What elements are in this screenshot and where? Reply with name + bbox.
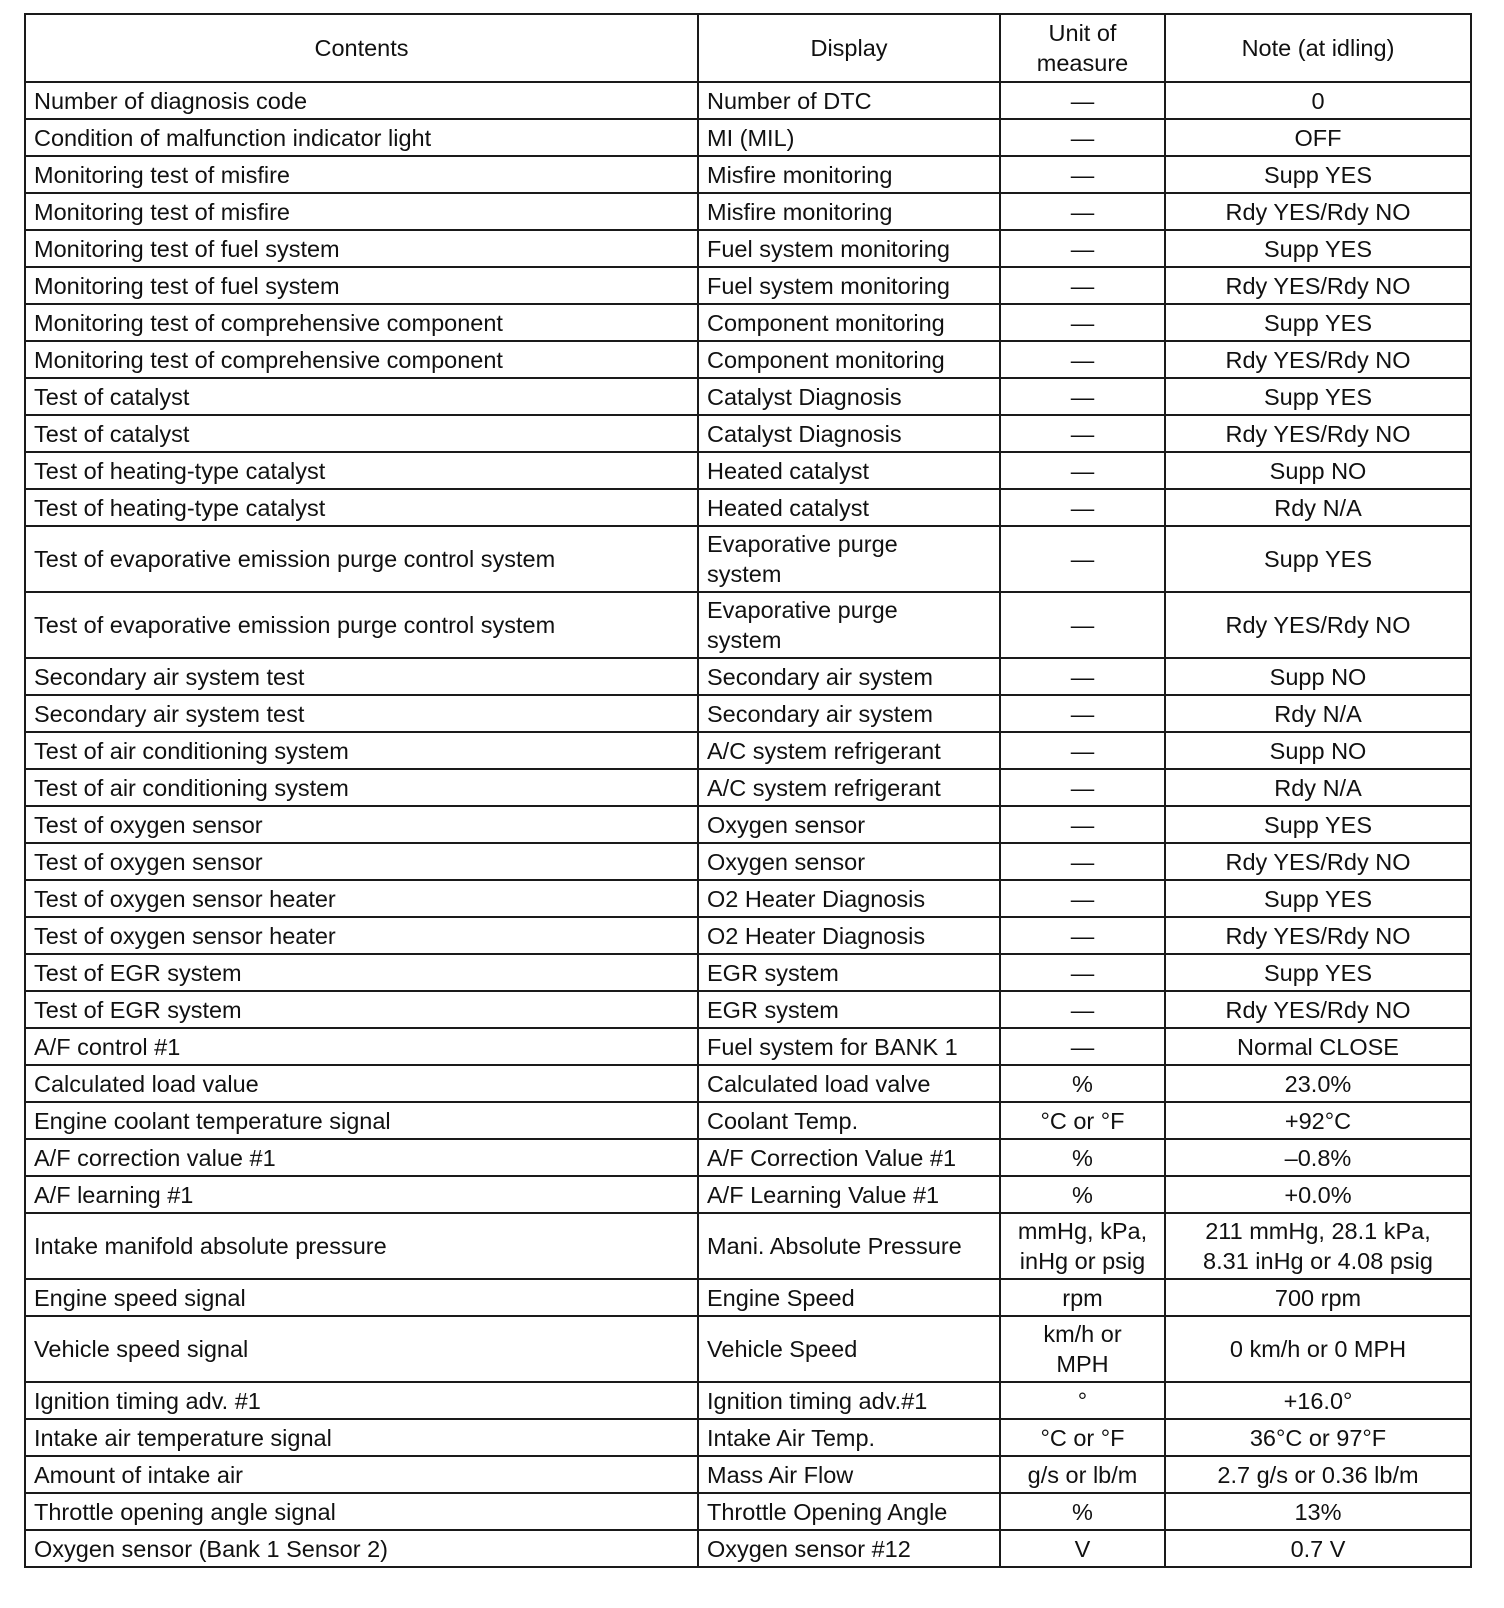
cell-display: Catalyst Diagnosis — [698, 415, 1000, 452]
cell-unit: — — [1000, 991, 1165, 1028]
cell-note: –0.8% — [1165, 1139, 1471, 1176]
cell-contents: Throttle opening angle signal — [25, 1493, 698, 1530]
table-row — [25, 1382, 1471, 1419]
cell-note: Supp YES — [1165, 880, 1471, 917]
table-row — [25, 1213, 1471, 1279]
cell-note: Rdy YES/Rdy NO — [1165, 193, 1471, 230]
header-unit-text: Unit of measure — [1036, 20, 1129, 76]
cell-contents: Test of evaporative emission purge control system — [25, 592, 698, 658]
table-row — [25, 695, 1471, 732]
cell-contents: Secondary air system test — [25, 658, 698, 695]
table-row — [25, 991, 1471, 1028]
table-row — [25, 526, 1471, 592]
cell-display: Secondary air system — [698, 695, 1000, 732]
cell-contents: Secondary air system test — [25, 695, 698, 732]
cell-note: Rdy YES/Rdy NO — [1165, 267, 1471, 304]
cell-display: Fuel system for BANK 1 — [698, 1028, 1000, 1065]
cell-display: A/C system refrigerant — [698, 732, 1000, 769]
table-row — [25, 917, 1471, 954]
cell-unit: — — [1000, 452, 1165, 489]
cell-display: Secondary air system — [698, 658, 1000, 695]
cell-display: Mani. Absolute Pressure — [698, 1213, 1000, 1279]
table-row — [25, 489, 1471, 526]
cell-note: Supp YES — [1165, 304, 1471, 341]
cell-display: A/C system refrigerant — [698, 769, 1000, 806]
cell-unit: ° — [1000, 1382, 1165, 1419]
diagnosis-data-table — [24, 13, 1472, 1568]
table-row — [25, 415, 1471, 452]
cell-note: Supp NO — [1165, 658, 1471, 695]
cell-display: Number of DTC — [698, 82, 1000, 119]
cell-display: Fuel system monitoring — [698, 230, 1000, 267]
cell-contents: Test of air conditioning system — [25, 769, 698, 806]
cell-display: Evaporative purge system — [698, 592, 1000, 658]
cell-unit: °C or °F — [1000, 1102, 1165, 1139]
table-row — [25, 156, 1471, 193]
cell-note: Supp YES — [1165, 156, 1471, 193]
cell-display: EGR system — [698, 954, 1000, 991]
cell-contents: Monitoring test of fuel system — [25, 230, 698, 267]
cell-contents: Oxygen sensor (Bank 1 Sensor 2) — [25, 1530, 698, 1567]
cell-note: Rdy YES/Rdy NO — [1165, 341, 1471, 378]
cell-contents: Calculated load value — [25, 1065, 698, 1102]
cell-note: Rdy YES/Rdy NO — [1165, 592, 1471, 658]
table-row — [25, 304, 1471, 341]
cell-display: Intake Air Temp. — [698, 1419, 1000, 1456]
cell-display: Misfire monitoring — [698, 193, 1000, 230]
cell-display: Heated catalyst — [698, 489, 1000, 526]
cell-unit: — — [1000, 82, 1165, 119]
cell-contents: Test of oxygen sensor — [25, 843, 698, 880]
table-row — [25, 1065, 1471, 1102]
cell-unit: — — [1000, 193, 1165, 230]
table-row — [25, 1419, 1471, 1456]
cell-unit: °C or °F — [1000, 1419, 1165, 1456]
table-row — [25, 452, 1471, 489]
table-row — [25, 1279, 1471, 1316]
cell-note: Rdy YES/Rdy NO — [1165, 843, 1471, 880]
table-row — [25, 267, 1471, 304]
cell-display: Component monitoring — [698, 341, 1000, 378]
cell-contents: Intake air temperature signal — [25, 1419, 698, 1456]
cell-contents: Test of oxygen sensor — [25, 806, 698, 843]
cell-contents: Engine coolant temperature signal — [25, 1102, 698, 1139]
table-row — [25, 119, 1471, 156]
table-row — [25, 806, 1471, 843]
table-row — [25, 1530, 1471, 1567]
cell-note: Supp YES — [1165, 230, 1471, 267]
cell-unit: — — [1000, 1028, 1165, 1065]
cell-display: Coolant Temp. — [698, 1102, 1000, 1139]
cell-unit: — — [1000, 695, 1165, 732]
header-unit — [1000, 14, 1165, 82]
cell-unit: — — [1000, 769, 1165, 806]
cell-unit: — — [1000, 592, 1165, 658]
cell-unit: — — [1000, 415, 1165, 452]
cell-contents: Amount of intake air — [25, 1456, 698, 1493]
cell-display: Catalyst Diagnosis — [698, 378, 1000, 415]
cell-note: Rdy YES/Rdy NO — [1165, 917, 1471, 954]
table-row — [25, 880, 1471, 917]
cell-unit: % — [1000, 1065, 1165, 1102]
cell-unit: % — [1000, 1139, 1165, 1176]
cell-contents: Condition of malfunction indicator light — [25, 119, 698, 156]
cell-unit: — — [1000, 880, 1165, 917]
cell-display: Misfire monitoring — [698, 156, 1000, 193]
cell-contents: Engine speed signal — [25, 1279, 698, 1316]
cell-contents: A/F control #1 — [25, 1028, 698, 1065]
cell-note: 2.7 g/s or 0.36 lb/m — [1165, 1456, 1471, 1493]
cell-unit: % — [1000, 1493, 1165, 1530]
cell-display: Heated catalyst — [698, 452, 1000, 489]
cell-unit: — — [1000, 378, 1165, 415]
cell-unit: — — [1000, 341, 1165, 378]
table-row — [25, 193, 1471, 230]
cell-display: O2 Heater Diagnosis — [698, 880, 1000, 917]
table-row — [25, 658, 1471, 695]
cell-note: 0 km/h or 0 MPH — [1165, 1316, 1471, 1382]
cell-display: Evaporative purge system — [698, 526, 1000, 592]
table-row — [25, 843, 1471, 880]
table-row — [25, 1316, 1471, 1382]
cell-note: 700 rpm — [1165, 1279, 1471, 1316]
cell-unit: — — [1000, 917, 1165, 954]
table-body — [25, 82, 1471, 1567]
table-row — [25, 1493, 1471, 1530]
table-row — [25, 592, 1471, 658]
table-row — [25, 1456, 1471, 1493]
cell-note: Normal CLOSE — [1165, 1028, 1471, 1065]
table-row — [25, 954, 1471, 991]
cell-note: Supp YES — [1165, 378, 1471, 415]
cell-unit: — — [1000, 954, 1165, 991]
cell-contents: A/F correction value #1 — [25, 1139, 698, 1176]
cell-contents: Monitoring test of misfire — [25, 193, 698, 230]
cell-unit: — — [1000, 843, 1165, 880]
cell-display: Ignition timing adv.#1 — [698, 1382, 1000, 1419]
table-row — [25, 769, 1471, 806]
cell-unit: — — [1000, 489, 1165, 526]
table-row — [25, 732, 1471, 769]
cell-unit: mmHg, kPa, inHg or psig — [1000, 1213, 1165, 1279]
cell-contents: Test of oxygen sensor heater — [25, 917, 698, 954]
cell-contents: Test of EGR system — [25, 991, 698, 1028]
cell-unit: — — [1000, 230, 1165, 267]
header-display: Display — [698, 14, 1000, 82]
cell-note: +0.0% — [1165, 1176, 1471, 1213]
cell-display: O2 Heater Diagnosis — [698, 917, 1000, 954]
cell-note: Rdy N/A — [1165, 769, 1471, 806]
cell-display: Mass Air Flow — [698, 1456, 1000, 1493]
cell-unit: % — [1000, 1176, 1165, 1213]
cell-note: Supp NO — [1165, 732, 1471, 769]
cell-note: Supp NO — [1165, 452, 1471, 489]
table-header-row — [25, 14, 1471, 82]
cell-contents: Test of catalyst — [25, 415, 698, 452]
header-contents: Contents — [25, 14, 698, 82]
table-row — [25, 1176, 1471, 1213]
cell-contents: Test of heating-type catalyst — [25, 452, 698, 489]
cell-display: Oxygen sensor #12 — [698, 1530, 1000, 1567]
cell-contents: Monitoring test of comprehensive component — [25, 304, 698, 341]
cell-note: Rdy YES/Rdy NO — [1165, 415, 1471, 452]
cell-note: OFF — [1165, 119, 1471, 156]
cell-note: 36°C or 97°F — [1165, 1419, 1471, 1456]
table-row — [25, 82, 1471, 119]
cell-contents: Monitoring test of fuel system — [25, 267, 698, 304]
cell-display: A/F Learning Value #1 — [698, 1176, 1000, 1213]
cell-note: Supp YES — [1165, 954, 1471, 991]
cell-note: Supp YES — [1165, 806, 1471, 843]
cell-unit: — — [1000, 156, 1165, 193]
cell-unit: km/h or MPH — [1000, 1316, 1165, 1382]
table-row — [25, 1139, 1471, 1176]
cell-unit: — — [1000, 267, 1165, 304]
cell-note: Rdy N/A — [1165, 695, 1471, 732]
cell-note: Rdy N/A — [1165, 489, 1471, 526]
cell-display: Component monitoring — [698, 304, 1000, 341]
cell-note: 0.7 V — [1165, 1530, 1471, 1567]
cell-note: 211 mmHg, 28.1 kPa, 8.31 inHg or 4.08 psig — [1165, 1213, 1471, 1279]
table-row — [25, 341, 1471, 378]
table-row — [25, 230, 1471, 267]
cell-unit: — — [1000, 526, 1165, 592]
table-row — [25, 1028, 1471, 1065]
cell-contents: A/F learning #1 — [25, 1176, 698, 1213]
cell-unit: — — [1000, 732, 1165, 769]
cell-display: MI (MIL) — [698, 119, 1000, 156]
cell-contents: Intake manifold absolute pressure — [25, 1213, 698, 1279]
cell-display: EGR system — [698, 991, 1000, 1028]
cell-display: Vehicle Speed — [698, 1316, 1000, 1382]
cell-contents: Test of heating-type catalyst — [25, 489, 698, 526]
cell-note: +16.0° — [1165, 1382, 1471, 1419]
cell-display: Engine Speed — [698, 1279, 1000, 1316]
cell-unit: — — [1000, 119, 1165, 156]
cell-display: Oxygen sensor — [698, 843, 1000, 880]
table-row — [25, 1102, 1471, 1139]
cell-contents: Monitoring test of misfire — [25, 156, 698, 193]
cell-display: Throttle Opening Angle — [698, 1493, 1000, 1530]
cell-unit: V — [1000, 1530, 1165, 1567]
cell-display: Oxygen sensor — [698, 806, 1000, 843]
cell-unit: — — [1000, 304, 1165, 341]
cell-contents: Test of catalyst — [25, 378, 698, 415]
cell-contents: Monitoring test of comprehensive component — [25, 341, 698, 378]
cell-unit: rpm — [1000, 1279, 1165, 1316]
cell-note: +92°C — [1165, 1102, 1471, 1139]
cell-unit: g/s or lb/m — [1000, 1456, 1165, 1493]
cell-contents: Ignition timing adv. #1 — [25, 1382, 698, 1419]
header-note: Note (at idling) — [1165, 14, 1471, 82]
cell-contents: Test of evaporative emission purge control system — [25, 526, 698, 592]
cell-contents: Test of EGR system — [25, 954, 698, 991]
cell-contents: Test of oxygen sensor heater — [25, 880, 698, 917]
cell-note: Rdy YES/Rdy NO — [1165, 991, 1471, 1028]
cell-unit: — — [1000, 658, 1165, 695]
cell-display: Fuel system monitoring — [698, 267, 1000, 304]
cell-note: 0 — [1165, 82, 1471, 119]
cell-note: Supp YES — [1165, 526, 1471, 592]
cell-display: Calculated load valve — [698, 1065, 1000, 1102]
cell-unit: — — [1000, 806, 1165, 843]
cell-contents: Test of air conditioning system — [25, 732, 698, 769]
table-row — [25, 378, 1471, 415]
cell-display: A/F Correction Value #1 — [698, 1139, 1000, 1176]
cell-note: 13% — [1165, 1493, 1471, 1530]
cell-note: 23.0% — [1165, 1065, 1471, 1102]
cell-contents: Number of diagnosis code — [25, 82, 698, 119]
cell-contents: Vehicle speed signal — [25, 1316, 698, 1382]
